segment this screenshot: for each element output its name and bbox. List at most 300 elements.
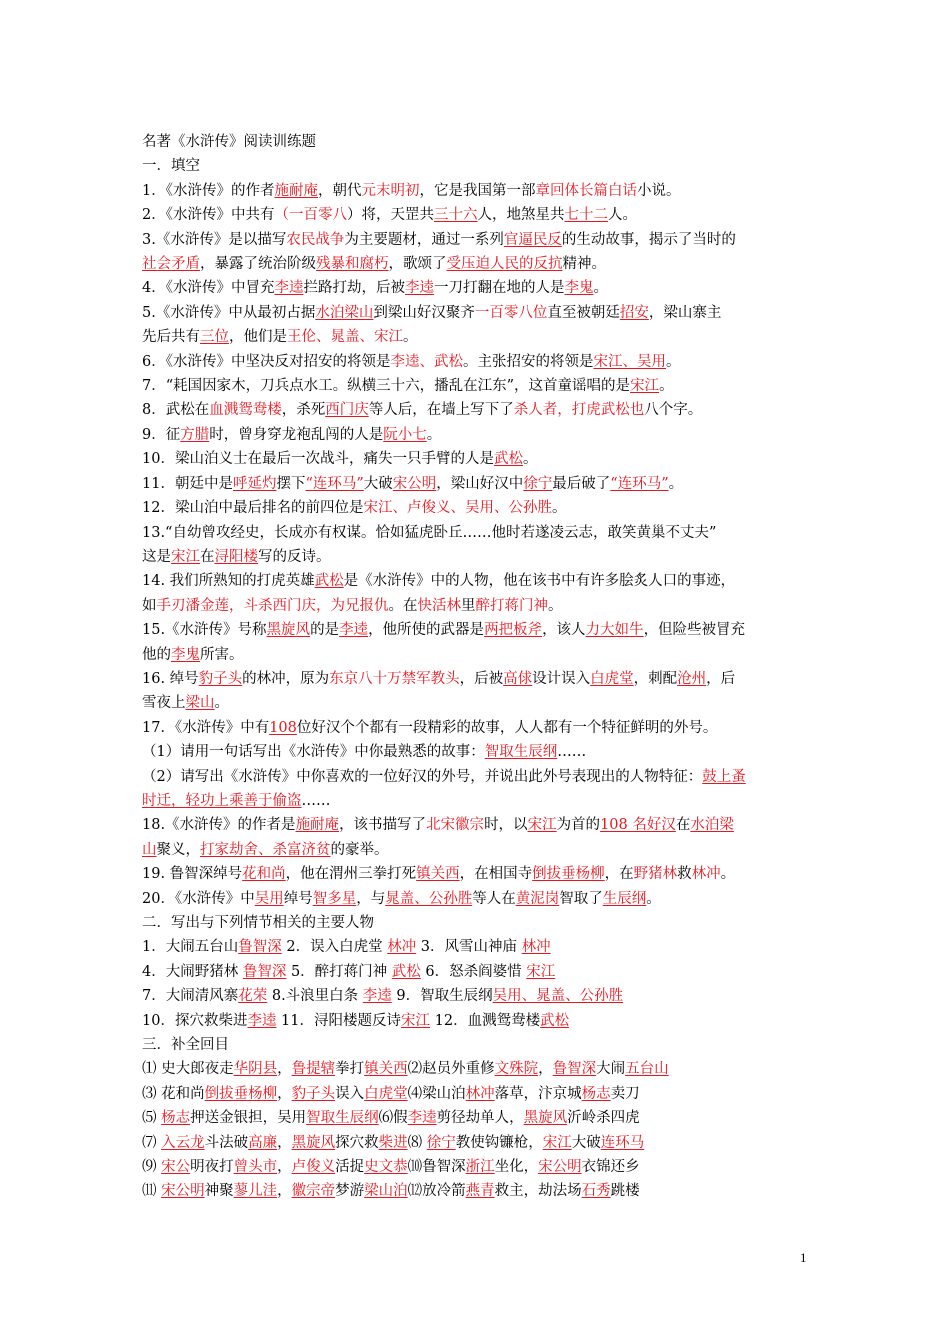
question-text: ，他所使的武器是 (368, 622, 485, 639)
question-text: ，梁山好汉中 (436, 475, 524, 492)
answer-text: 残暴和腐朽 (316, 256, 389, 273)
answer-text: 野猪林 (633, 866, 678, 883)
text-line (142, 545, 817, 569)
question-text: 绰号 (283, 890, 313, 907)
answer-text: 宋江 (527, 817, 557, 834)
answer-text: 时迁，轻功上乘善于偷盗 (142, 792, 302, 809)
question-text: ，朝代 (317, 182, 362, 199)
answer-text: 倒拔垂杨柳 (532, 866, 605, 883)
question-text: 。 (665, 353, 681, 370)
question-text: ⑻ (407, 1134, 427, 1151)
answer-text: “连环马” (305, 475, 364, 492)
question-text: ，暴露了统治阶级 (200, 256, 316, 273)
question-text: 一刀打翻在地的人是 (433, 280, 565, 297)
question-text: ⑶ 花和尚 (142, 1085, 205, 1102)
text-line (142, 203, 817, 227)
answer-text: 高廉 (248, 1134, 278, 1151)
answer-text: 武松 (540, 1012, 570, 1029)
text-line (142, 984, 817, 1008)
question-text: ，后 (706, 670, 736, 687)
question-text: 等人后，在墙上写下了 (368, 402, 514, 419)
answer-text: 鲁智深 (238, 939, 282, 956)
answer-text: 生辰纲 (602, 890, 647, 907)
answer-text: 李逵 (407, 1110, 437, 1127)
answer-text: 徐宁 (523, 475, 553, 492)
question-text: 的豪举。 (330, 841, 389, 858)
question-text: 12．血溅鸳鸯楼 (430, 1012, 541, 1029)
answer-text: 宋公 (161, 1159, 191, 1176)
text-line (142, 765, 817, 789)
answer-text: 施耐庵 (295, 817, 340, 834)
question-text: 的生动故事，揭示了当时的 (561, 231, 736, 248)
question-text: 小说。 (636, 182, 681, 199)
answer-text: 梁山泊 (364, 1183, 408, 1200)
question-text: 18.《水浒传》的作者是 (142, 817, 296, 834)
answer-text: 宋江、吴用 (593, 353, 666, 370)
answer-text: 108 名好汉 (600, 817, 676, 834)
question-text: 直至被朝廷 (547, 304, 620, 321)
answer-text: 沧州 (677, 670, 707, 687)
answer-text: 智取生辰纲 (484, 744, 558, 761)
text-line (142, 838, 817, 862)
question-text: ， (277, 1134, 292, 1151)
answer-text: 元末明初 (361, 182, 420, 199)
answer-text: 李鬼 (564, 280, 594, 297)
answer-text: 李逵 (362, 988, 392, 1005)
question-text: ⑼ (142, 1159, 162, 1176)
question-text: 救 (677, 866, 692, 883)
answer-text: 武松 (314, 573, 344, 590)
question-text: 7．大闹清风寨 (142, 988, 239, 1005)
text-line (142, 862, 817, 886)
question-text: 5．醉打蒋门神 (286, 963, 392, 980)
question-text: 13.“自幼曾攻经史，长成亦有权谋。恰如猛虎卧丘……他时若遂凌云志，敢笑黄巢不丈夫” (142, 524, 717, 541)
question-text: ⑿放冷箭 (407, 1183, 466, 1200)
question-text: 。主张招安的将领是 (462, 353, 594, 370)
question-text: 6．《水浒传》中坚决反对招安的将领是 (142, 353, 391, 370)
answer-text: 方腊 (180, 426, 210, 443)
answer-text: 林冲 (387, 939, 417, 956)
text-line (142, 350, 817, 374)
question-text: 12．梁山泊中最后排名的前四位是 (142, 500, 364, 517)
question-text: 雪夜上 (142, 695, 186, 712)
question-text: 这是 (142, 548, 171, 565)
answer-text: 华阴县 (233, 1061, 278, 1078)
question-text: ⑵赵员外重修 (407, 1061, 495, 1078)
question-text: 6．怒杀阎婆惜 (420, 963, 527, 980)
question-text: 大破 (363, 475, 393, 492)
question-text: 大破 (571, 1134, 601, 1151)
question-text: 如 (142, 597, 157, 614)
question-text: ，他们是 (229, 329, 287, 346)
text-line (142, 228, 817, 252)
answer-text: 白虎堂 (590, 670, 634, 687)
question-text: 17．《水浒传》中有 (142, 719, 270, 736)
question-text: 人。 (607, 207, 637, 224)
text-line (142, 423, 817, 447)
answer-text: 浔阳楼 (214, 548, 258, 565)
question-text: ，在 (604, 866, 634, 883)
document-body (142, 130, 817, 1204)
text-line (142, 154, 817, 178)
text-line (142, 1106, 817, 1130)
question-text: 。 (593, 280, 608, 297)
answer-text: 林冲 (691, 866, 721, 883)
answer-text: 东京八十万禁军教头 (329, 670, 460, 687)
answer-text: 卢俊义 (291, 1159, 336, 1176)
question-text: 位好汉个个都有一段精彩的故事，人人都有一个特征鲜明的外号。 (296, 719, 718, 736)
text-line (142, 521, 817, 545)
answer-text: 李逵、武松 (390, 353, 463, 370)
answer-text: 三位 (200, 329, 229, 346)
answer-text: 林冲 (521, 939, 551, 956)
answer-text: 招安 (619, 304, 649, 321)
question-text: 4．大闹野猪林 (142, 963, 243, 980)
answer-text: 吴用 (254, 890, 284, 907)
question-text: ， (538, 1061, 553, 1078)
answer-text: 浙江 (465, 1159, 495, 1176)
question-text: 所害。 (200, 646, 244, 663)
text-line (142, 643, 817, 667)
text-line (142, 1155, 817, 1179)
answer-text: 五台山 (625, 1061, 669, 1078)
question-text: ，在相国寺 (459, 866, 533, 883)
answer-text: 豹子头 (291, 1085, 336, 1102)
question-text: 3.《水浒传》是以描写 (142, 231, 287, 248)
question-text: 他的 (142, 646, 171, 663)
question-text: 大闹 (596, 1061, 626, 1078)
answer-text: 农民战争 (286, 231, 345, 248)
question-text: 。在 (388, 597, 418, 614)
answer-text: 曾头市 (233, 1159, 278, 1176)
question-text: 拳打 (335, 1061, 365, 1078)
question-text: ，歌颂了 (388, 256, 447, 273)
answer-text: 宋江、卢俊义、吴用、公孙胜 (363, 500, 552, 517)
answer-text: 李逵 (274, 280, 304, 297)
question-text: ，梁山寨主 (648, 304, 722, 321)
question-text: 5.《水浒传》中从最初占据 (142, 304, 316, 321)
question-text: 押送金银担，吴用 (190, 1110, 307, 1127)
text-line (142, 716, 817, 740)
question-text: 。 (548, 597, 563, 614)
text-line (142, 935, 817, 959)
question-text: 20．《水浒传》中 (142, 890, 255, 907)
text-line (142, 813, 817, 837)
answer-text: 李逵 (339, 622, 369, 639)
question-text: 。 (659, 378, 674, 395)
question-text: 沂岭杀四虎 (567, 1110, 640, 1127)
answer-text: 王伦、晁盖、宋江 (287, 329, 403, 346)
answer-text: 两把板斧 (484, 622, 543, 639)
question-text: 19. 鲁智深绰号 (142, 866, 243, 883)
text-line (142, 1082, 817, 1106)
question-text: ，他在渭州三拳打死 (285, 866, 417, 883)
question-text: ，刺配 (633, 670, 678, 687)
text-line (142, 911, 817, 935)
question-text: 探穴救 (335, 1134, 379, 1151)
question-text: 救主，劫法场 (494, 1183, 582, 1200)
answer-text: 宋江 (630, 378, 660, 395)
answer-text: 李鬼 (171, 646, 200, 663)
question-text: ，该人 (542, 622, 586, 639)
answer-text: 入云龙 (161, 1134, 205, 1151)
question-text: 。 (646, 890, 661, 907)
question-text: 一．填空 (142, 158, 200, 175)
question-text: 跳楼 (610, 1183, 640, 1200)
answer-text: 山 (142, 841, 157, 858)
question-text: 二．写出与下列情节相关的主要人物 (142, 915, 374, 931)
question-text: 聚义， (156, 841, 200, 858)
question-text: 9．智取生辰纲 (391, 988, 493, 1005)
answer-text: 镇关西 (364, 1061, 408, 1078)
question-text: 衣锦还乡 (581, 1159, 640, 1176)
question-text: 坐化， (494, 1159, 539, 1176)
question-text: 为主要题材，通过一系列 (344, 231, 504, 248)
text-line (142, 325, 817, 349)
answer-text: “连环马” (610, 475, 669, 492)
answer-text: 石秀 (581, 1183, 611, 1200)
answer-text: 108 (269, 719, 297, 736)
text-line (142, 1131, 817, 1155)
answer-text: 花和尚 (242, 866, 286, 883)
text-line (142, 594, 817, 618)
question-text: ⑷梁山泊 (407, 1085, 466, 1102)
answer-text: 社会矛盾 (142, 256, 200, 273)
answer-text: 章回体长篇白话 (535, 182, 637, 199)
question-text: ，它是我国第一部 (419, 182, 536, 199)
question-text: 里 (461, 597, 476, 614)
answer-text: 文殊院 (494, 1061, 539, 1078)
answer-text: 宋江 (526, 963, 556, 980)
text-line (142, 1009, 817, 1033)
answer-text: 宋江 (542, 1134, 572, 1151)
answer-text: 七十二 (564, 207, 608, 224)
question-text: 精神。 (562, 256, 606, 273)
question-text: 斗法破 (204, 1134, 249, 1151)
question-text: 教使钩镰枪， (455, 1134, 543, 1151)
text-line (142, 618, 817, 642)
answer-text: 武松 (493, 451, 523, 468)
question-text: 。 (668, 475, 684, 492)
question-text: ，该书描写了 (339, 817, 427, 834)
question-text: ⑺ (142, 1134, 162, 1151)
answer-text: 鲁智深 (552, 1061, 597, 1078)
answer-text: 宋公明 (392, 475, 437, 492)
text-line (142, 789, 817, 813)
answer-text: 黑旋风 (291, 1134, 336, 1151)
question-text: 11．浔阳楼题反诗 (276, 1012, 402, 1029)
text-line (142, 887, 817, 911)
question-text: 先后共有 (142, 329, 200, 346)
question-text: 8.斗浪里白条 (267, 988, 363, 1005)
question-text: 名著《水浒传》阅读训练题 (142, 134, 316, 150)
answer-text: 施耐庵 (274, 182, 318, 199)
text-line (142, 374, 817, 398)
question-text: 14. 我们所熟知的打虎英雄 (142, 573, 315, 590)
page-number: 1 (800, 1250, 807, 1265)
question-text: 拦路打劫，后被 (303, 280, 405, 297)
question-text: ⑾ (142, 1183, 162, 1200)
question-text: …… (301, 792, 331, 809)
text-line (142, 569, 817, 593)
text-line (142, 691, 817, 715)
text-line (142, 1033, 817, 1057)
answer-text: 杨志 (581, 1085, 611, 1102)
text-line (142, 740, 817, 764)
text-line (142, 472, 817, 496)
question-text: 智取了 (559, 890, 603, 907)
question-text: 摆下 (276, 475, 306, 492)
answer-text: 武松 (391, 963, 421, 980)
question-text: 1．大闹五台山 (142, 939, 239, 956)
question-text: ⑸ (142, 1110, 162, 1127)
answer-text: 梁山 (185, 695, 215, 712)
answer-text: 受压迫人民的反抗 (446, 256, 563, 273)
answer-text: 高俅 (503, 670, 533, 687)
question-text: 。 (551, 500, 567, 517)
question-text: 。 (403, 329, 418, 346)
answer-text: 黄泥岗 (515, 890, 560, 907)
text-line (142, 252, 817, 276)
question-text: 时，曾身穿龙袍乱闯的人是 (209, 426, 384, 443)
question-text: 4．《水浒传》中冒充 (142, 280, 275, 297)
question-text: 。 (720, 866, 736, 883)
answer-text: 一百零八位 (474, 304, 548, 321)
answer-text: 快活林 (417, 597, 461, 614)
answer-text: 打家劫舍、杀富济贫 (200, 841, 331, 858)
answer-text: 阮小七 (383, 426, 427, 443)
question-text: 活捉 (335, 1159, 365, 1176)
answer-text: 宋江 (401, 1012, 431, 1029)
answer-text: 西门庆 (325, 402, 369, 419)
answer-text: 宋公明 (538, 1159, 582, 1176)
question-text: 在 (675, 817, 691, 834)
answer-text: 三十六 (433, 207, 478, 224)
question-text: 11．朝廷中是 (142, 475, 233, 492)
question-text: 10．梁山泊义士在最后一次战斗，痛失一只手臂的人是 (142, 451, 494, 468)
text-line (142, 496, 817, 520)
question-text: 等人在 (472, 890, 516, 907)
question-text: 8．武松在 (142, 402, 210, 419)
answer-text: 手刃潘金莲，斗杀西门庆，为兄报仇 (156, 597, 389, 614)
answer-text: 智多星 (312, 890, 357, 907)
question-text: ⑴ 史大郎夜走 (142, 1061, 234, 1078)
answer-text: 李逵 (247, 1012, 277, 1029)
answer-text: 白虎堂 (364, 1085, 408, 1102)
answer-text: 鼓上蚤 (702, 768, 746, 785)
question-text: ， (277, 1183, 292, 1200)
answer-text: 柴进 (378, 1134, 408, 1151)
answer-text: 徽宗帝 (291, 1183, 336, 1200)
text-line (142, 667, 817, 691)
answer-text: 水泊梁 (690, 817, 734, 834)
answer-text: 豹子头 (198, 670, 243, 687)
answer-text: 徐宁 (426, 1134, 456, 1151)
text-line (142, 447, 817, 471)
question-text: 卖刀 (610, 1085, 640, 1102)
question-text: ，但险些被冒充 (643, 622, 746, 639)
answer-text: （一百零八 (274, 207, 347, 224)
question-text: 1．《水浒传》的作者 (142, 182, 275, 199)
question-text: 剪径劫单人， (436, 1110, 524, 1127)
question-text: 是《水浒传》中的人物，他在该书中有许多脍炙人口的事迹， (343, 573, 736, 590)
answer-text: 黑旋风 (523, 1110, 568, 1127)
question-text: 3．风雪山神庙 (416, 939, 522, 956)
question-text: 人，地煞星共 (477, 207, 565, 224)
answer-text: 蓼儿洼 (233, 1183, 278, 1200)
answer-text: 血溅鸳鸯楼 (209, 402, 282, 419)
answer-text: 力大如牛 (585, 622, 644, 639)
question-text: ⑹假 (378, 1110, 408, 1127)
question-text: ， (277, 1085, 292, 1102)
question-text: ）将，天罡共 (346, 207, 434, 224)
question-text: 写的反诗。 (258, 548, 331, 565)
question-text: ⑽鲁智深 (407, 1159, 466, 1176)
question-text: （1）请用一句话写出《水浒传》中你最熟悉的故事： (142, 744, 485, 761)
question-text: 梦游 (335, 1183, 365, 1200)
answer-text: 李逵 (404, 280, 434, 297)
answer-text: 宋江 (171, 548, 200, 565)
question-text: 为首的 (556, 817, 601, 834)
answer-text: 醉打蒋门神 (475, 597, 548, 614)
question-text: 落草，汴京城 (494, 1085, 582, 1102)
answer-text: 燕青 (465, 1183, 495, 1200)
question-text: 误入 (335, 1085, 365, 1102)
answer-text: 杀人者，打虎武松也 (513, 402, 645, 419)
question-text: 。 (214, 695, 229, 712)
text-line (142, 276, 817, 300)
question-text: 16. 绰号 (142, 670, 199, 687)
question-text: …… (557, 744, 587, 761)
answer-text: 杨志 (161, 1110, 191, 1127)
answer-text: 宋公明 (161, 1183, 205, 1200)
text-line (142, 960, 817, 984)
question-text: ，杀死 (281, 402, 326, 419)
question-text: 10．探穴救柴进 (142, 1012, 248, 1029)
question-text: ， (277, 1159, 292, 1176)
question-text: 明夜打 (190, 1159, 234, 1176)
question-text: 2．《水浒传》中共有 (142, 207, 275, 224)
question-text: ，后被 (459, 670, 504, 687)
answer-text: 鲁智深 (242, 963, 287, 980)
question-text: 八个字。 (644, 402, 703, 419)
question-text: 15.《水浒传》号称 (142, 622, 267, 639)
question-text: 设计误入 (532, 670, 591, 687)
answer-text: 晁盖、公孙胜 (385, 890, 473, 907)
question-text: 神聚 (204, 1183, 234, 1200)
question-text: 7．“耗国因家木，刀兵点水工。纵横三十六，播乱在江东”，这首童谣唱的是 (142, 378, 631, 395)
text-line (142, 130, 817, 154)
question-text: 最后破了 (552, 475, 611, 492)
answer-text: 智取生辰纲 (306, 1110, 379, 1127)
question-text: 时，以 (484, 817, 528, 834)
question-text: 。 (522, 451, 538, 468)
answer-text: 呼延灼 (232, 475, 277, 492)
question-text: 的林冲，原为 (242, 670, 330, 687)
answer-text: 倒拔垂杨柳 (204, 1085, 278, 1102)
answer-text: 史文恭 (364, 1159, 408, 1176)
answer-text: 镇关西 (416, 866, 460, 883)
text-line (142, 179, 817, 203)
answer-text: 官逼民反 (503, 231, 562, 248)
question-text: 在 (200, 548, 215, 565)
text-line (142, 398, 817, 422)
answer-text: 鲁提辖 (291, 1061, 336, 1078)
question-text: 2．误入白虎堂 (281, 939, 388, 956)
question-text: 的是 (310, 622, 340, 639)
answer-text: 花荣 (238, 988, 268, 1005)
answer-text: 水泊梁山 (315, 304, 374, 321)
